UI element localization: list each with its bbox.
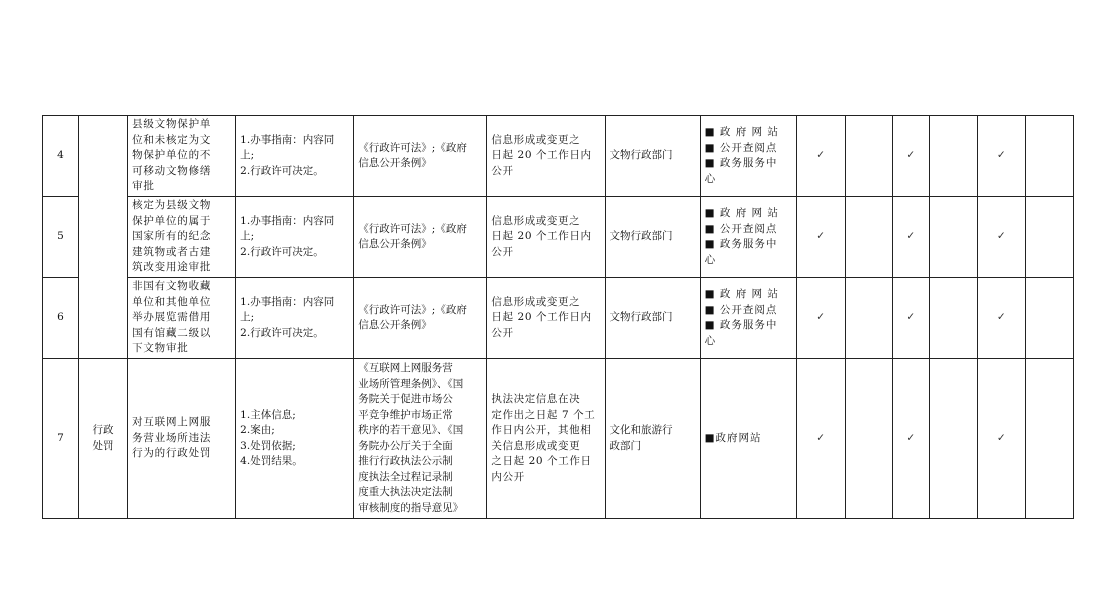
responsible-dept (605, 359, 700, 519)
empty-cell (845, 278, 892, 359)
disclosure-timing (487, 197, 605, 278)
check-mark: ✓ (977, 197, 1025, 278)
legal-basis (354, 197, 487, 278)
disclosure-timing-line: 信息形成或变更之 (491, 133, 581, 146)
disclosure-content-line: 2.行政许可决定。 (240, 164, 324, 177)
table-row (43, 359, 1074, 519)
legal-basis-line: 推行行政执法公示制 (358, 455, 453, 467)
legal-basis-line: 信息公开条例》 (358, 319, 432, 331)
category-line: 处罚 (92, 439, 114, 452)
table-row (43, 116, 1074, 197)
disclosure-content-line: 上; (240, 230, 255, 243)
check-mark: ✓ (892, 197, 929, 278)
check-mark: ✓ (977, 116, 1025, 197)
item-name (128, 197, 236, 278)
disclosure-channel (700, 116, 796, 197)
legal-basis (354, 359, 487, 519)
responsible-dept: 文物行政部门 (605, 116, 700, 197)
empty-cell (929, 278, 977, 359)
disclosure-channel (700, 359, 796, 519)
disclosure-channel-line: ■ 政务服务中 (704, 238, 778, 250)
disclosure-channel (700, 278, 796, 359)
disclosure-timing-line: 关信息形成或变更 (491, 439, 581, 452)
legal-basis (354, 116, 487, 197)
row-number: 6 (43, 278, 79, 359)
disclosure-channel-line: 心 (704, 253, 717, 266)
responsible-dept: 文物行政部门 (605, 278, 700, 359)
table-row (43, 278, 1074, 359)
legal-basis-line: 业场所管理条例》、《国 (358, 377, 464, 390)
legal-basis-line: 务院关于促进市场公 (358, 393, 453, 405)
disclosure-channel-line: 心 (704, 334, 717, 347)
legal-basis-line: 信息公开条例》 (358, 157, 432, 169)
disclosure-channel-line: ■ 公开查阅点 (704, 141, 778, 154)
item-name (128, 278, 236, 359)
disclosure-timing-line: 执法决定信息在决 (491, 393, 581, 405)
table-row (43, 197, 1074, 278)
legal-basis (354, 278, 487, 359)
item-name-line: 下文物审批 (132, 342, 189, 355)
disclosure-timing-line: 内公开 (491, 470, 525, 483)
empty-cell (1025, 116, 1073, 197)
disclosure-channel-line: ■ 政 府 网 站 (704, 288, 779, 300)
disclosure-channel-line: 心 (704, 172, 717, 185)
item-name-line: 筑改变用途审批 (132, 261, 212, 274)
legal-basis-line: 平竞争维护市场正常 (358, 408, 453, 421)
legal-basis-line: 信息公开条例》 (358, 238, 432, 250)
legal-basis-line: 《行政许可法》;《政府 (358, 141, 467, 154)
disclosure-channel-line: ■ 政务服务中 (704, 157, 778, 169)
disclosure-channel-line: ■ 公开查阅点 (704, 222, 778, 235)
disclosure-content (236, 116, 354, 197)
item-name-line: 审批 (132, 180, 155, 193)
disclosure-content-line: 3.处罚依据; (240, 439, 296, 452)
empty-cell (845, 116, 892, 197)
item-name-line: 对互联网上网服 (132, 416, 212, 429)
disclosure-timing-line: 信息形成或变更之 (491, 214, 581, 227)
check-mark: ✓ (796, 359, 845, 519)
disclosure-content (236, 197, 354, 278)
legal-basis-line: 《行政许可法》;《政府 (358, 222, 467, 235)
item-name-line: 县级文物保护单 (132, 118, 212, 131)
disclosure-content-line: 1.办事指南：内容同 (240, 295, 335, 308)
item-name-line: 非国有文物收藏 (132, 280, 212, 293)
empty-cell (845, 359, 892, 519)
item-name-line: 举办展览需借用 (132, 311, 212, 324)
check-mark: ✓ (796, 116, 845, 197)
disclosure-timing-line: 定作出之日起 7 个工 (491, 408, 596, 421)
empty-cell (1025, 359, 1073, 519)
disclosure-content (236, 278, 354, 359)
responsible-dept: 文物行政部门 (605, 197, 700, 278)
item-name-line: 核定为县级文物 (132, 199, 212, 212)
category-line: 行政 (92, 424, 114, 436)
empty-cell (929, 197, 977, 278)
disclosure-timing-line: 公开 (491, 245, 514, 258)
disclosure-timing (487, 116, 605, 197)
category-cell (79, 116, 128, 359)
disclosure-content-line: 4.处罚结果。 (240, 455, 303, 467)
item-name-line: 建筑物或者古建 (132, 245, 212, 258)
item-name-line: 单位和其他单位 (132, 295, 212, 308)
row-number: 5 (43, 197, 79, 278)
empty-cell (845, 197, 892, 278)
item-name-line: 可移动文物修缮 (132, 164, 212, 177)
disclosure-channel (700, 197, 796, 278)
disclosure-content-line: 2.行政许可决定。 (240, 245, 324, 258)
disclosure-timing (487, 278, 605, 359)
row-number: 4 (43, 116, 79, 197)
legal-basis-line: 审核制度的指导意见》 (358, 501, 464, 514)
disclosure-content-line: 2.案由; (240, 424, 275, 436)
item-name-line: 国有馆藏二级以 (132, 326, 212, 339)
empty-cell (929, 359, 977, 519)
disclosure-timing-line: 日起 20 个工作日内 (491, 311, 592, 324)
disclosure-timing-line: 之日起 20 个工作日 (491, 455, 592, 467)
item-name-line: 行为的行政处罚 (132, 447, 212, 460)
disclosure-channel-line: ■ 公开查阅点 (704, 303, 778, 316)
check-mark: ✓ (977, 359, 1025, 519)
item-name-line: 保护单位的属于 (132, 214, 212, 227)
check-mark: ✓ (796, 197, 845, 278)
item-name (128, 116, 236, 197)
legal-basis-line: 度重大执法决定法制 (358, 486, 453, 498)
legal-basis-line: 《行政许可法》;《政府 (358, 303, 467, 316)
check-mark: ✓ (892, 359, 929, 519)
empty-cell (1025, 278, 1073, 359)
disclosure-content-line: 2.行政许可决定。 (240, 326, 324, 339)
disclosure-content-line: 1.主体信息; (240, 408, 296, 421)
disclosure-content-line: 上; (240, 149, 255, 162)
empty-cell (1025, 197, 1073, 278)
responsible-dept-line: 政部门 (609, 439, 642, 452)
disclosure-timing-line: 作日内公开，其他相 (491, 424, 592, 436)
disclosure-content-line: 1.办事指南：内容同 (240, 214, 335, 227)
item-name-line: 务营业场所违法 (132, 431, 212, 444)
disclosure-channel-line: ■ 政务服务中 (704, 319, 778, 331)
check-mark: ✓ (892, 116, 929, 197)
disclosure-table (42, 115, 1074, 519)
disclosure-channel-line: ■ 政 府 网 站 (704, 126, 779, 138)
disclosure-timing-line: 信息形成或变更之 (491, 295, 581, 308)
disclosure-timing-line: 公开 (491, 164, 514, 177)
item-name-line: 国家所有的纪念 (132, 230, 212, 243)
disclosure-timing (487, 359, 605, 519)
legal-basis-line: 《互联网上网服务营 (358, 362, 453, 374)
item-name (128, 359, 236, 519)
item-name-line: 位和未核定为文 (132, 133, 212, 146)
legal-basis-line: 务院办公厅关于全面 (358, 439, 453, 452)
disclosure-timing-line: 日起 20 个工作日内 (491, 230, 592, 243)
item-name-line: 物保护单位的不 (132, 149, 212, 162)
disclosure-content-line: 1.办事指南：内容同 (240, 133, 335, 146)
check-mark: ✓ (796, 278, 845, 359)
legal-basis-line: 度执法全过程记录制 (358, 470, 453, 483)
category-cell (79, 359, 128, 519)
disclosure-channel-line: ■政府网站 (704, 431, 762, 444)
responsible-dept-line: 文化和旅游行 (609, 424, 673, 436)
row-number: 7 (43, 359, 79, 519)
disclosure-timing-line: 日起 20 个工作日内 (491, 149, 592, 162)
check-mark: ✓ (977, 278, 1025, 359)
disclosure-timing-line: 公开 (491, 326, 514, 339)
legal-basis-line: 秩序的若干意见》、《国 (358, 424, 464, 436)
disclosure-channel-line: ■ 政 府 网 站 (704, 207, 779, 219)
check-mark: ✓ (892, 278, 929, 359)
empty-cell (929, 116, 977, 197)
disclosure-content (236, 359, 354, 519)
disclosure-content-line: 上; (240, 311, 255, 324)
